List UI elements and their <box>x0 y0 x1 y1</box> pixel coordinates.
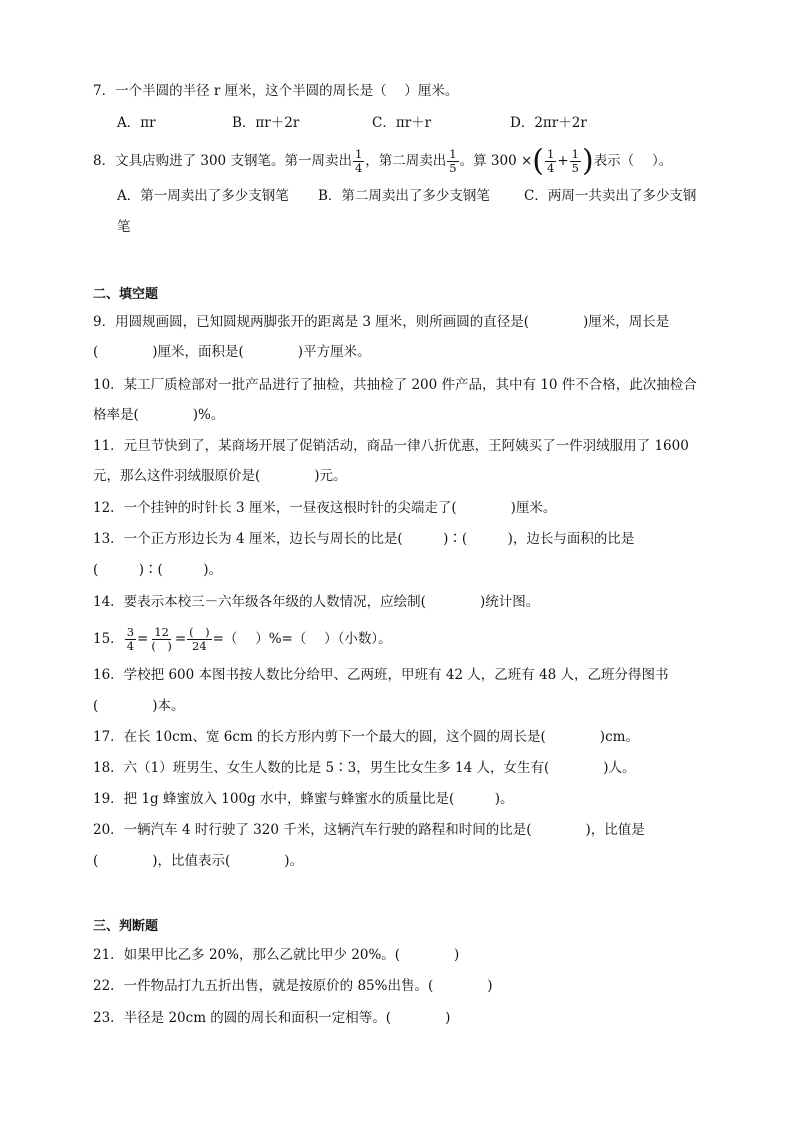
q8-calc: 。算 300 × <box>459 153 533 169</box>
right-paren: ) <box>581 143 594 179</box>
q8-suffix: 表示（ ）。 <box>593 153 673 169</box>
q7-option-c: C．πr＋r <box>372 115 432 131</box>
q15-number: 15． <box>93 631 124 647</box>
equals-sign: = <box>174 631 187 647</box>
question-11-line-2: 元，那么这件羽绒服原价是( )元。 <box>93 468 347 484</box>
section-title-fill-blank: 二、填空题 <box>93 287 159 302</box>
fraction-fifth-2: $\frac{1}{5}$ <box>571 147 579 175</box>
question-16-line-1: 16．学校把 600 本图书按人数比分给甲、乙两班，甲班有 42 人，乙班有 48 人，乙班分得图书 <box>93 667 669 683</box>
q7-option-d: D．2πr＋2r <box>510 115 587 131</box>
question-16-line-2: ( )本。 <box>93 698 185 714</box>
question-20-line-1: 20．一辆汽车 4 时行驶了 320 千米，这辆汽车行驶的路程和时间的比是( )，比值是 <box>93 822 645 838</box>
question-18: 18．六（1）班男生、女生人数的比是 5∶3，男生比女生多 14 人，女生有( )人。 <box>93 760 636 776</box>
q8-option-c: C．两周一共卖出了多少支钢 <box>524 188 697 204</box>
question-22: 22．一件物品打九五折出售，就是按原价的 85%出售。( ) <box>93 978 493 994</box>
question-21: 21．如果甲比乙多 20%，那么乙就比甲少 20%。( ) <box>93 947 460 963</box>
q8-prefix: 8．文具店购进了 300 支钢笔。第一周卖出 <box>93 153 352 169</box>
question-13-line-2: ( )∶( )。 <box>93 562 223 578</box>
q8-option-c-continued: 笔 <box>117 219 131 235</box>
fraction-quarter: $\frac{1}{4}$ <box>354 147 363 175</box>
fraction-three-quarters: $\frac{3}{4}$ <box>126 625 135 653</box>
question-9-line-2: ( )厘米，面积是( )平方厘米。 <box>93 344 371 360</box>
q8-option-a: A．第一周卖出了多少支钢笔 <box>117 188 289 204</box>
question-10-line-2: 格率是( )%。 <box>93 407 225 423</box>
question-7: 7．一个半圆的半径 r 厘米，这个半圆的周长是（ ）厘米。 <box>93 83 459 99</box>
left-paren: ( <box>532 143 544 179</box>
question-13-line-1: 13．一个正方形边长为 4 厘米，边长与周长的比是( )∶( )，边长与面积的比是 <box>93 531 635 547</box>
q15-tail: =（ ）%=（ ）（小数）。 <box>212 631 392 647</box>
question-23: 23．半径是 20cm 的圆的周长和面积一定相等。( ) <box>93 1010 451 1026</box>
fraction-quarter-2: $\frac{1}{4}$ <box>547 147 555 175</box>
question-20-line-2: ( )，比值表示( )。 <box>93 853 304 869</box>
fraction-fifth: $\frac{1}{5}$ <box>449 147 457 175</box>
question-12: 12．一个挂钟的时针长 3 厘米，一昼夜这根时针的尖端走了( )厘米。 <box>93 500 557 516</box>
q8-option-b: B．第二周卖出了多少支钢笔 <box>318 188 490 204</box>
question-17: 17．在长 10cm、宽 6cm 的长方形内剪下一个最大的圆，这个圆的周长是( )cm。 <box>93 729 639 745</box>
question-19: 19．把 1g 蜂蜜放入 100g 水中，蜂蜜与蜂蜜水的质量比是( )。 <box>93 791 514 807</box>
question-10-line-1: 10．某工厂质检部对一批产品进行了抽检，共抽检了 200 件产品，其中有 10 件不合格，此次抽检合 <box>93 377 697 393</box>
section-title-judgment: 三、判断题 <box>93 919 159 934</box>
fraction-12-blank: $\frac{12}{( )}$ <box>151 625 172 653</box>
plus-sign: + <box>557 153 569 169</box>
q8-mid: ，第二周卖出 <box>365 153 447 169</box>
equals-sign: = <box>137 631 149 647</box>
q7-option-b: B．πr＋2r <box>232 115 300 131</box>
fraction-blank-24: $\frac{( )}{24}$ <box>189 625 210 653</box>
q7-option-a: A．πr <box>117 115 156 131</box>
question-15 <box>93 626 392 653</box>
question-11-line-1: 11．元旦节快到了，某商场开展了促销活动，商品一律八折优惠，王阿姨买了一件羽绒服用了 1600 <box>93 438 689 454</box>
question-14: 14．要表示本校三－六年级各年级的人数情况，应绘制( )统计图。 <box>93 594 540 610</box>
question-8 <box>93 143 673 179</box>
question-9-line-1: 9．用圆规画圆，已知圆规两脚张开的距离是 3 厘米，则所画圆的直径是( )厘米，周长是 <box>93 314 670 330</box>
